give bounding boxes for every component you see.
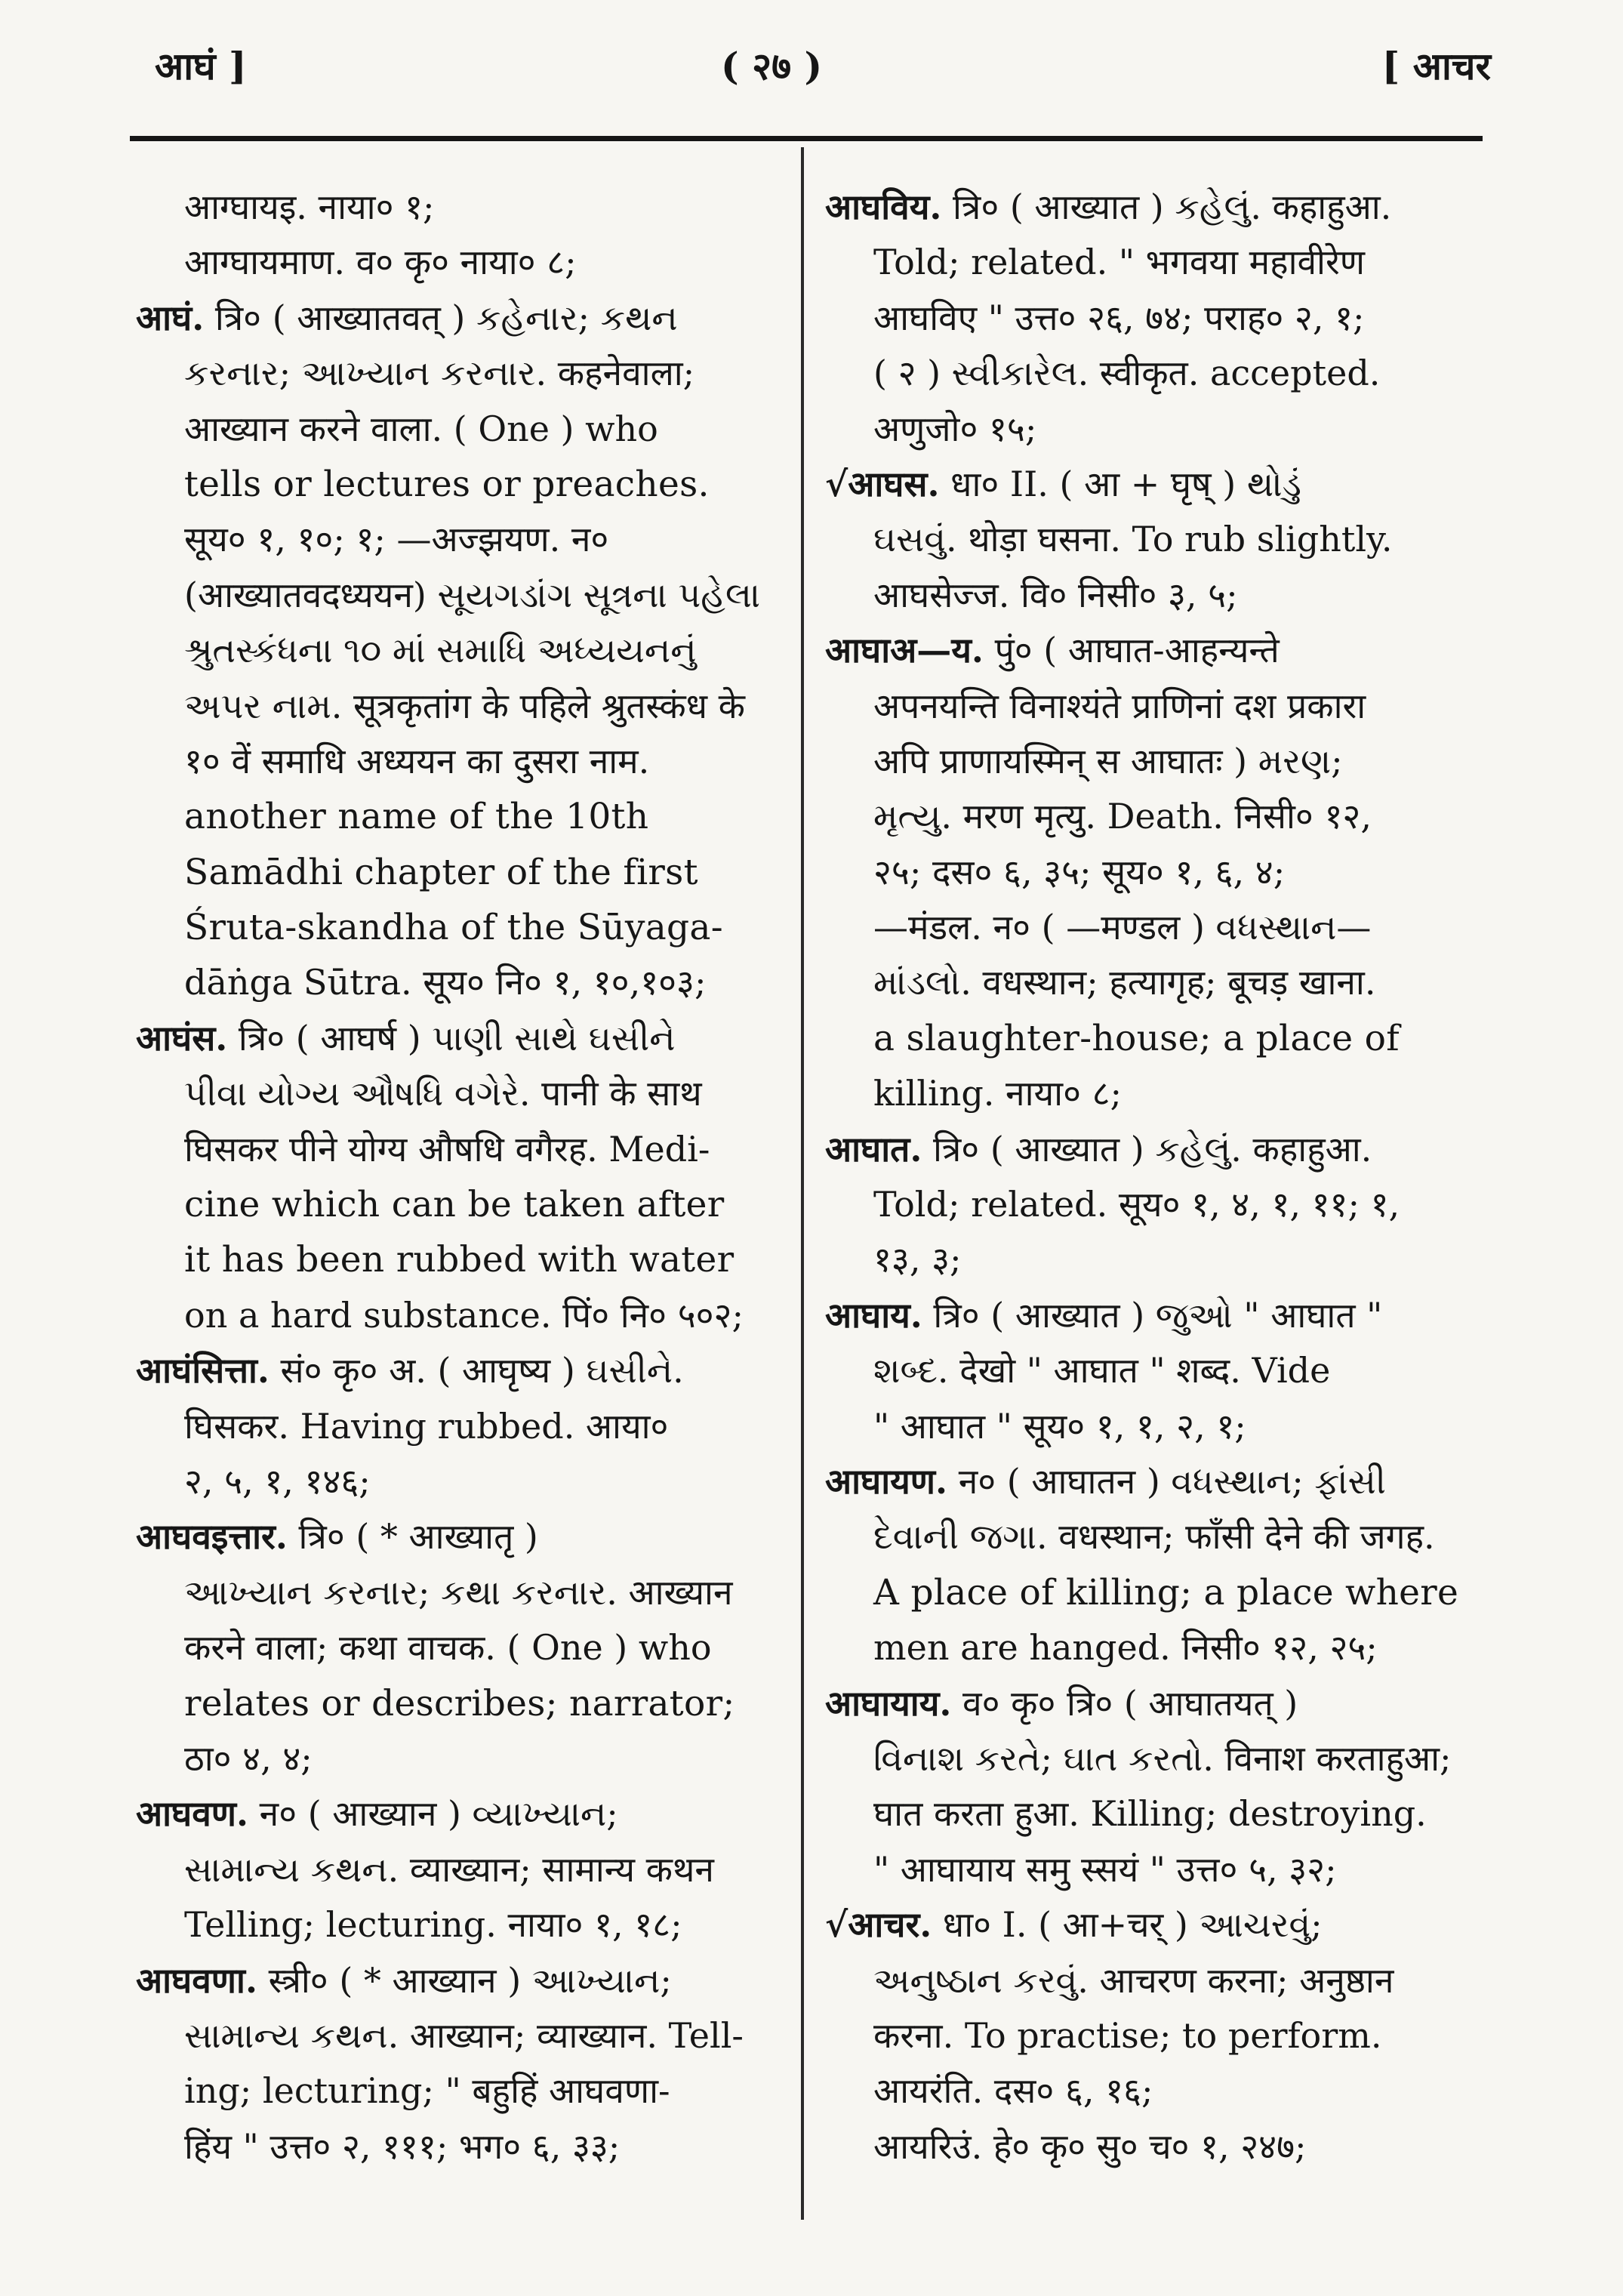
entry-text: સામાન્ય કથન. व्याख्यान; सामान्य कथन xyxy=(184,1848,714,1890)
right-column-line xyxy=(825,1620,1476,1675)
right-column-line xyxy=(825,1177,1476,1232)
right-column-line xyxy=(825,1122,1476,1177)
entry-text: શ્રુતસ્કંધના ૧૦ માં સમાધિ અધ્યયનનું xyxy=(184,630,697,671)
left-column-line xyxy=(136,1177,781,1232)
right-column-line xyxy=(825,568,1476,623)
left-column-line xyxy=(136,1897,781,1952)
left-column-line xyxy=(136,623,781,678)
entry-text: २५; दस० ६, ३५; सूय० १, ६, ४; xyxy=(873,851,1286,892)
column-divider xyxy=(801,147,804,2220)
entry-text: a slaughter-house; a place of xyxy=(873,1017,1400,1059)
left-column-line xyxy=(136,180,781,235)
entry-text: हिंय " उत्त० २, १११; भग० ६, ३३; xyxy=(184,2125,621,2167)
entry-text: आयरिउं. हे० कृ० सु० च० १, २४७; xyxy=(873,2125,1307,2167)
entry-text: करना. To practise; to perform. xyxy=(873,2014,1382,2056)
entry-text: १३, ३; xyxy=(873,1239,962,1281)
right-column-line xyxy=(825,457,1476,512)
entry-text: Śruta-skandha of the Sūyaga- xyxy=(184,907,723,949)
entry-text: आघसेज्ज. वि० निसी० ३, ५; xyxy=(873,574,1238,615)
entry-text: आख्यान करने वाला. ( One ) who xyxy=(184,408,658,449)
left-column xyxy=(136,180,781,2174)
right-column-line xyxy=(825,1953,1476,2008)
headword: आघवइत्तार. xyxy=(136,1516,288,1558)
left-column-line xyxy=(136,1842,781,1897)
entry-text: relates or describes; narrator; xyxy=(184,1682,735,1724)
entry-text: tells or lectures or preaches. xyxy=(184,463,710,505)
right-column-line xyxy=(825,679,1476,734)
entry-text: आग्घायमाण. व० कृ० नाया० ८; xyxy=(184,242,577,283)
left-column-line xyxy=(136,789,781,844)
right-column xyxy=(825,180,1476,2174)
entry-text: त्रि० ( आख्यात ) જુઓ " आघात " xyxy=(922,1294,1383,1336)
right-column-line xyxy=(825,1343,1476,1398)
right-column-line xyxy=(825,235,1476,290)
entry-text: (आख्यातवदध्ययन) સૂયગડાંગ સૂત્રના પહેલા xyxy=(184,574,760,615)
entry-text: killing. नाया० ८; xyxy=(873,1073,1123,1114)
entry-text: धा० I. ( आ+चर् ) આચરવું; xyxy=(932,1904,1323,1946)
left-column-line xyxy=(136,1786,781,1841)
right-column-line xyxy=(825,402,1476,457)
page-number: ( २७ ) xyxy=(721,44,823,88)
left-column-line xyxy=(136,1454,781,1509)
entry-text: અપર નામ. सूत्रकृतांग के पहिले श्रुतस्कंध के xyxy=(184,685,745,726)
headword: आघं. xyxy=(136,297,205,338)
entry-text: पुं० ( आघात-आहन्यन्ते xyxy=(983,630,1280,671)
entry-text: દેવાની જગા. वधस्थान; फाँसी देने की जगह. xyxy=(873,1516,1435,1558)
left-column-line xyxy=(136,2119,781,2174)
right-column-line xyxy=(825,291,1476,346)
entry-text: घिसकर पीने योग्य औषधि वगैरह. Medi- xyxy=(184,1128,710,1170)
entry-text: અનુષ્ઠાન કરવું. आचरण करना; अनुष्ठान xyxy=(873,1959,1394,2001)
right-column-line xyxy=(825,180,1476,235)
headword: आघाअ—य. xyxy=(825,630,984,671)
entry-text: Told; related. " भगवया महावीरेण xyxy=(873,242,1366,283)
headword: आघंस. xyxy=(136,1017,228,1059)
left-column-line xyxy=(136,402,781,457)
left-column-line xyxy=(136,955,781,1010)
headword: आघायाय. xyxy=(825,1682,952,1724)
entry-text: ing; lecturing; " बहुहिं आघवणा- xyxy=(184,2070,670,2112)
entry-text: ठा० ४, ४; xyxy=(184,1737,313,1779)
entry-text: it has been rubbed with water xyxy=(184,1239,735,1281)
headword: आघवणा. xyxy=(136,1959,257,2001)
right-column-line xyxy=(825,1066,1476,1121)
entry-text: —मंडल. न० ( —मण्डल ) વધસ્થાન— xyxy=(873,907,1372,948)
entry-text: अपनयन्ति विनाश्यंते प्राणिनां दश प्रकारा xyxy=(873,685,1366,726)
entry-text: आघविए " उत्त० २६, ७४; पराह० २, १; xyxy=(873,297,1365,338)
left-column-line xyxy=(136,1232,781,1287)
headword: आघंसित्ता. xyxy=(136,1350,269,1391)
headword: √आघस. xyxy=(825,463,940,504)
right-column-line xyxy=(825,1011,1476,1066)
right-column-line xyxy=(825,2119,1476,2174)
right-column-line xyxy=(825,734,1476,789)
right-column-line xyxy=(825,900,1476,955)
entry-text: ઘસવું. थोड़ा घसना. To rub slightly. xyxy=(873,519,1393,560)
right-column-line xyxy=(825,2063,1476,2119)
left-column-line xyxy=(136,1731,781,1786)
left-column-line xyxy=(136,734,781,789)
entry-text: घात करता हुआ. Killing; destroying. xyxy=(873,1793,1427,1835)
left-column-line xyxy=(136,291,781,346)
right-column-line xyxy=(825,2008,1476,2063)
right-column-line xyxy=(825,955,1476,1010)
header-right-guideword: [ आचर xyxy=(1381,44,1491,88)
entry-text: સામાન્ય કથન. आख्यान; व्याख्यान. Tell- xyxy=(184,2014,744,2056)
entry-text: स्त्री० ( * आख्यान ) આખ્યાન; xyxy=(257,1959,672,2001)
entry-text: men are hanged. निसी० १२, २५; xyxy=(873,1627,1378,1669)
entry-text: १० वें समाधि अध्ययन का दुसरा नाम. xyxy=(184,740,650,781)
right-column-line xyxy=(825,1454,1476,1509)
right-column-line xyxy=(825,1509,1476,1564)
entry-text: ( २ ) સ્વીકારેલ. स्वीकृत. accepted. xyxy=(873,353,1381,394)
left-column-line xyxy=(136,2063,781,2119)
entry-text: त्रि० ( आख्यात ) કહેલું. कहाहुआ. xyxy=(941,186,1392,227)
right-column-line xyxy=(825,623,1476,678)
entry-text: आग्घायइ. नाया० १; xyxy=(184,186,435,227)
right-column-line xyxy=(825,789,1476,844)
right-column-line xyxy=(825,1399,1476,1454)
left-column-line xyxy=(136,235,781,290)
right-column-line xyxy=(825,1842,1476,1897)
right-column-line xyxy=(825,1731,1476,1786)
left-column-line xyxy=(136,1620,781,1675)
right-column-line xyxy=(825,1897,1476,1952)
entry-text: धा० II. ( आ + घृष् ) થોડું xyxy=(939,463,1301,504)
entry-text: व० कृ० त्रि० ( आघातयत् ) xyxy=(951,1682,1298,1724)
left-column-line xyxy=(136,512,781,567)
left-column-line xyxy=(136,1676,781,1731)
left-column-line xyxy=(136,1343,781,1398)
entry-text: વિનાશ કરતે; ઘાત કરતો. विनाश करताहुआ; xyxy=(873,1737,1452,1779)
entry-text: cine which can be taken after xyxy=(184,1184,725,1226)
entry-text: न० ( आख्यान ) વ્યાખ્યાન; xyxy=(248,1793,618,1835)
right-column-line xyxy=(825,845,1476,900)
entry-text: માંડલો. वधस्थान; हत्यागृह; बूचड़ खाना. xyxy=(873,962,1376,1003)
headword: आघात. xyxy=(825,1128,922,1170)
left-column-line xyxy=(136,1288,781,1343)
entry-text: Samādhi chapter of the first xyxy=(184,851,698,893)
right-column-line xyxy=(825,512,1476,567)
header-left-guideword: आघं ] xyxy=(155,44,247,88)
entry-text: " आघात " सूय० १, १, २, १; xyxy=(873,1405,1246,1447)
right-column-line xyxy=(825,1565,1476,1620)
entry-text: २, ५, १, १४६; xyxy=(184,1460,371,1502)
entry-text: Telling; lecturing. नाया० १, १८; xyxy=(184,1904,682,1946)
left-column-line xyxy=(136,457,781,512)
left-column-line xyxy=(136,2008,781,2063)
entry-text: " आघायाय समु स्सयं " उत्त० ५, ३२; xyxy=(873,1848,1337,1890)
left-column-line xyxy=(136,845,781,900)
left-column-line xyxy=(136,568,781,623)
left-column-line xyxy=(136,346,781,401)
headword: √आचर. xyxy=(825,1904,932,1946)
entry-text: on a hard substance. पिं० नि० ५०२; xyxy=(184,1294,744,1336)
entry-text: त्रि० ( * आख्यातृ ) xyxy=(287,1516,538,1558)
left-column-line xyxy=(136,900,781,955)
entry-text: अणुजो० १५; xyxy=(873,408,1037,449)
headword: आघवण. xyxy=(136,1793,249,1835)
left-column-line xyxy=(136,1565,781,1620)
right-column-line xyxy=(825,1288,1476,1343)
entry-text: dāṅga Sūtra. सूय० नि० १, १०,१०३; xyxy=(184,962,707,1003)
entry-text: પીવા યોગ્ય ઔષધિ વગેરે. पानी के साथ xyxy=(184,1073,702,1114)
entry-text: सं० कृ० अ. ( आघृष्य ) ઘસીને. xyxy=(269,1350,684,1391)
right-column-line xyxy=(825,1676,1476,1731)
entry-text: त्रि० ( आघर्ष ) પાણી સાથે ઘસીને xyxy=(227,1017,676,1059)
right-column-line xyxy=(825,346,1476,401)
left-column-line xyxy=(136,1953,781,2008)
left-column-line xyxy=(136,1011,781,1066)
left-column-line xyxy=(136,1399,781,1454)
entry-text: त्रि० ( आख्यात ) કહેલું. कहाहुआ. xyxy=(922,1128,1372,1170)
left-column-line xyxy=(136,1122,781,1177)
headword: आघाय. xyxy=(825,1294,922,1336)
left-column-line xyxy=(136,679,781,734)
headword: आघायण. xyxy=(825,1460,948,1502)
entry-text: Told; related. सूय० १, ४, १, ११; १, xyxy=(873,1184,1400,1225)
left-column-line xyxy=(136,1509,781,1564)
entry-text: another name of the 10th xyxy=(184,796,649,838)
header-rule xyxy=(130,136,1483,141)
entry-text: सूय० १, १०; १; —अज्झयण. न० xyxy=(184,519,609,560)
entry-text: શબ્દ. देखो " आघात " शब्द. Vide xyxy=(873,1350,1331,1391)
headword: आघविय. xyxy=(825,186,942,227)
entry-text: आयरंति. दस० ६, १६; xyxy=(873,2070,1153,2112)
entry-text: આખ્યાન કરનાર; કથા કરનાર. आख्यान xyxy=(184,1571,733,1613)
right-column-line xyxy=(825,1232,1476,1287)
entry-text: त्रि० ( आख्यातवत् ) કહેનાર; કથન xyxy=(204,297,678,338)
page-header xyxy=(0,39,1623,107)
entry-text: अपि प्राणायस्मिन् स आघातः ) મરણ; xyxy=(873,740,1343,781)
entry-text: A place of killing; a place where xyxy=(873,1571,1459,1613)
right-column-line xyxy=(825,1786,1476,1841)
entry-text: મૃત્યુ. मरण मृत्यु. Death. निसी० १२, xyxy=(873,796,1372,837)
entry-text: કરનાર; આખ્યાન કરનાર. कहनेवाला; xyxy=(184,353,695,394)
left-column-line xyxy=(136,1066,781,1121)
entry-text: घिसकर. Having rubbed. आया० xyxy=(184,1405,669,1447)
entry-text: न० ( आघातन ) વધસ્થાન; ફાંસી xyxy=(947,1460,1386,1502)
entry-text: करने वाला; कथा वाचक. ( One ) who xyxy=(184,1627,712,1669)
